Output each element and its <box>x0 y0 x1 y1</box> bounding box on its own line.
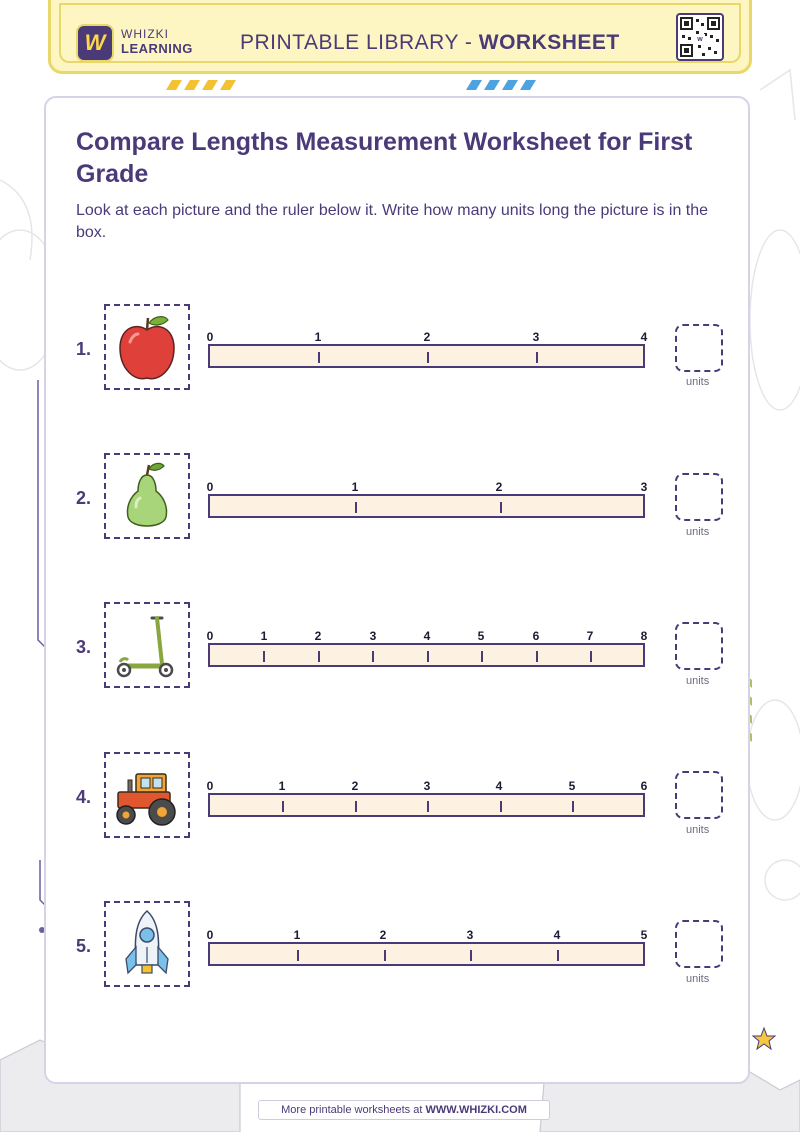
problem-number: 4. <box>76 787 92 807</box>
ruler <box>208 494 645 518</box>
ruler-tick-label: 8 <box>640 629 648 643</box>
ruler-tick-label: 2 <box>314 629 322 643</box>
tractor-icon <box>106 754 188 836</box>
ruler-tick <box>481 651 483 662</box>
answer-box[interactable] <box>675 920 723 968</box>
footer-url: WWW.WHIZKI.COM <box>425 1104 527 1116</box>
ruler-tick-label: 3 <box>369 629 377 643</box>
ruler-tick-label: 2 <box>423 330 431 344</box>
problem-number: 5. <box>76 936 92 956</box>
ruler-tick <box>355 801 357 812</box>
worksheet-instructions: Look at each picture and the ruler below it. Write how many units long the picture is in the box. <box>76 202 709 241</box>
problem-number: 3. <box>76 637 92 657</box>
ruler-tick-label: 1 <box>351 480 359 494</box>
ruler-tick <box>470 950 472 961</box>
pear-icon <box>106 455 188 537</box>
logo-text-whizki: WHIZKI <box>121 27 169 41</box>
ruler-tick-label: 0 <box>206 330 214 344</box>
ruler-tick-label: 0 <box>206 928 214 942</box>
ruler-tick <box>536 352 538 363</box>
units-label: units <box>686 526 710 538</box>
ruler-tick-label: 1 <box>278 779 286 793</box>
picture-box-pear <box>104 453 190 539</box>
ruler-tick <box>500 502 502 513</box>
worksheet-title: Compare Lengths Measurement Worksheet for First Grade <box>76 128 693 188</box>
ruler-tick-label: 6 <box>640 779 648 793</box>
ruler-tick <box>318 352 320 363</box>
ruler-tick <box>263 651 265 662</box>
ruler-tick <box>427 651 429 662</box>
ruler-tick-label: 4 <box>495 779 503 793</box>
ruler-tick <box>282 801 284 812</box>
ruler-tick-label: 3 <box>466 928 474 942</box>
picture-box-rocket <box>104 901 190 987</box>
svg-text:w: w <box>697 36 703 43</box>
picture-box-tractor <box>104 752 190 838</box>
ruler-tick-label: 5 <box>477 629 485 643</box>
header-title-strong: WORKSHEET <box>478 31 620 54</box>
ruler-tick <box>372 651 374 662</box>
answer-box[interactable] <box>675 473 723 521</box>
ruler-tick <box>318 651 320 662</box>
ruler-tick-label: 2 <box>379 928 387 942</box>
ruler-tick-label: 7 <box>586 629 594 643</box>
qr-code-icon[interactable] <box>676 13 724 61</box>
ruler <box>208 643 645 667</box>
ruler <box>208 344 645 368</box>
footer-link[interactable] <box>258 1100 550 1120</box>
units-label: units <box>686 675 710 687</box>
rocket-icon <box>106 903 188 985</box>
units-label: units <box>686 824 710 836</box>
header-title <box>240 31 620 55</box>
footer-text: More printable worksheets at <box>281 1104 426 1116</box>
answer-box[interactable] <box>675 771 723 819</box>
ruler <box>208 793 645 817</box>
scooter-icon <box>106 604 188 686</box>
qr-code-graphic <box>678 15 722 59</box>
ruler-tick-label: 1 <box>314 330 322 344</box>
yellow-stripes-decoration <box>166 80 248 90</box>
logo-text-learning: LEARNING <box>121 41 193 56</box>
ruler-tick <box>557 950 559 961</box>
ruler-tick-label: 6 <box>532 629 540 643</box>
ruler-tick <box>427 352 429 363</box>
blue-stripes-decoration <box>466 80 548 90</box>
ruler-tick <box>297 950 299 961</box>
ruler-tick-label: 4 <box>640 330 648 344</box>
whizki-logo-icon: W <box>76 24 114 62</box>
answer-box[interactable] <box>675 622 723 670</box>
ruler-tick-label: 4 <box>553 928 561 942</box>
ruler-tick-label: 4 <box>423 629 431 643</box>
ruler-tick <box>590 651 592 662</box>
ruler-tick <box>500 801 502 812</box>
answer-box[interactable] <box>675 324 723 372</box>
ruler-tick-label: 3 <box>640 480 648 494</box>
header-title-prefix: PRINTABLE LIBRARY - <box>240 31 479 54</box>
problem-number: 1. <box>76 339 92 359</box>
apple-icon <box>106 306 188 388</box>
picture-box-scooter <box>104 602 190 688</box>
ruler-tick-label: 0 <box>206 779 214 793</box>
ruler-tick <box>355 502 357 513</box>
ruler-tick-label: 0 <box>206 629 214 643</box>
ruler <box>208 942 645 966</box>
ruler-tick-label: 0 <box>206 480 214 494</box>
ruler-tick-label: 3 <box>423 779 431 793</box>
ruler-tick-label: 1 <box>260 629 268 643</box>
picture-box-apple <box>104 304 190 390</box>
ruler-tick <box>427 801 429 812</box>
ruler-tick-label: 2 <box>351 779 359 793</box>
ruler-tick-label: 1 <box>293 928 301 942</box>
problem-number: 2. <box>76 488 92 508</box>
units-label: units <box>686 376 710 388</box>
units-label: units <box>686 973 710 985</box>
ruler-tick <box>572 801 574 812</box>
ruler-tick-label: 5 <box>568 779 576 793</box>
ruler-tick-label: 5 <box>640 928 648 942</box>
ruler-tick <box>536 651 538 662</box>
ruler-tick-label: 2 <box>495 480 503 494</box>
ruler-tick <box>384 950 386 961</box>
ruler-tick-label: 3 <box>532 330 540 344</box>
